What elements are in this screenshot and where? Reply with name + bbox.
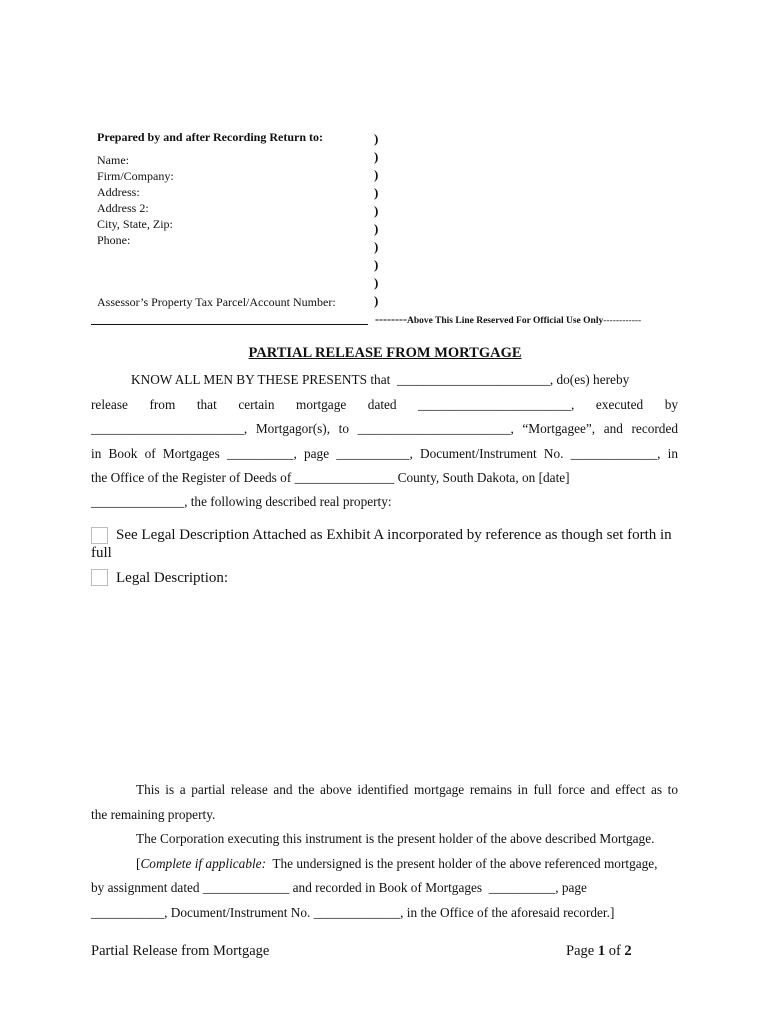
closing-line-1: This is a partial release and the above identified mortgage remains in full force and effect as to xyxy=(136,782,678,797)
body-line-5: the Office of the Register of Deeds of _______________ County, South Dakota, on [date] xyxy=(91,470,570,485)
closing-line-3: The Corporation executing this instrument is the present holder of the above described Mortgage. xyxy=(136,831,655,846)
legal-description-label: Legal Description: xyxy=(116,570,229,586)
document-title: PARTIAL RELEASE FROM MORTGAGE xyxy=(248,345,522,361)
bracket-open: [ xyxy=(136,856,141,871)
paren-mark: ) xyxy=(374,239,379,254)
firm-label: Firm/Company: xyxy=(97,169,174,183)
body-line-4: in Book of Mortgages __________, page ___________, Document/Instrument No. _____________, in xyxy=(91,446,678,461)
header-divider-line xyxy=(91,324,368,325)
paren-mark: ) xyxy=(374,167,379,182)
paren-mark: ) xyxy=(374,275,379,290)
closing-line-5: by assignment dated _____________ and recorded in Book of Mortgages __________, page xyxy=(91,880,587,895)
official-use-notice xyxy=(375,312,641,327)
phone-label: Phone: xyxy=(97,233,131,247)
paren-mark: ) xyxy=(374,221,379,236)
exhibit-option-label-cont: full xyxy=(91,545,112,561)
paren-mark: ) xyxy=(374,131,379,146)
exhibit-checkbox[interactable] xyxy=(91,527,108,544)
closing-line-4 xyxy=(136,856,678,872)
reserved-dashes-right: ------------ xyxy=(603,316,642,326)
paren-mark: ) xyxy=(374,203,379,218)
legal-description-checkbox[interactable] xyxy=(91,569,108,586)
parcel-number-label: Assessor’s Property Tax Parcel/Account Number: xyxy=(97,295,336,309)
complete-if-applicable: Complete if applicable: xyxy=(140,856,266,871)
city-state-zip-label: City, State, Zip: xyxy=(97,217,173,231)
exhibit-option-label: See Legal Description Attached as Exhibit A incorporated by reference as though set forth in xyxy=(116,527,672,543)
body-line-6: ______________, the following described real property: xyxy=(91,494,392,509)
closing-line-2: the remaining property. xyxy=(91,807,216,822)
closing-line-4-rest: The undersigned is the present holder of the above referenced mortgage, xyxy=(266,856,658,871)
paren-mark: ) xyxy=(374,185,379,200)
page-indicator xyxy=(566,943,632,960)
reserved-dashes-left: -------- xyxy=(375,312,407,326)
footer-title: Partial Release from Mortgage xyxy=(91,943,270,959)
of-word: of xyxy=(608,943,621,959)
address2-label: Address 2: xyxy=(97,201,149,215)
prepared-by-heading: Prepared by and after Recording Return to: xyxy=(97,130,323,144)
page-number: 1 xyxy=(597,943,606,959)
body-line-3: _______________________, Mortgagor(s), to _______________________, “Mortgagee”, and recorded xyxy=(91,421,678,436)
closing-line-6: ___________, Document/Instrument No. _____________, in the Office of the aforesaid recorder.] xyxy=(91,905,615,920)
reserved-text: Above This Line Reserved For Official Use Only xyxy=(406,316,604,326)
body-line-1: KNOW ALL MEN BY THESE PRESENTS that _______________________, do(es) hereby xyxy=(131,372,630,387)
paren-mark: ) xyxy=(374,293,379,308)
name-label: Name: xyxy=(97,153,129,167)
address-label: Address: xyxy=(97,185,140,199)
paren-mark: ) xyxy=(374,149,379,164)
body-line-2: release from that certain mortgage dated _______________________, executed by xyxy=(91,397,678,412)
page-total: 2 xyxy=(624,943,632,959)
page-word: Page xyxy=(566,943,595,959)
paren-mark: ) xyxy=(374,257,379,272)
